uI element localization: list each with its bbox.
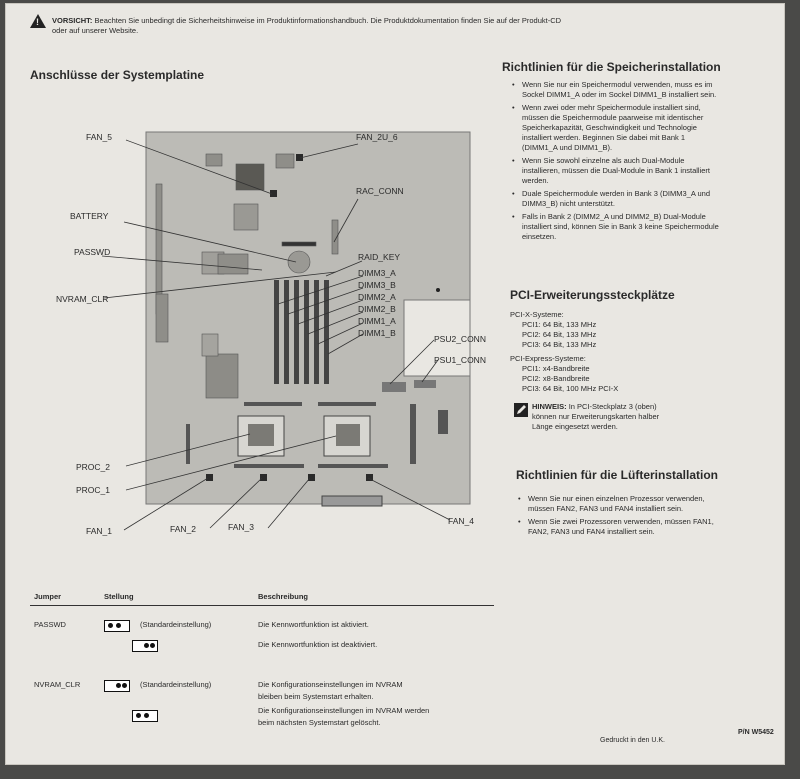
col-jumper: Jumper	[34, 592, 62, 601]
jumper-desc-2: Die Kennwortfunktion ist deaktiviert.	[258, 640, 378, 649]
label-dimm1b: DIMM1_B	[358, 328, 396, 338]
battery-cell	[288, 251, 310, 273]
label-raid-key: RAID_KEY	[358, 252, 401, 262]
jumper-default-icon	[104, 680, 130, 692]
label-psu1: PSU1_CONN	[434, 355, 486, 365]
label-battery: BATTERY	[70, 211, 109, 221]
label-dimm1a: DIMM1_A	[358, 316, 396, 326]
fan-item-1: • Wenn Sie nur einen einzelnen Prozessor verwenden, müssen FAN2, FAN3 und FAN4 installiert sein.	[516, 494, 726, 514]
fan-title: Richtlinien für die Lüfterinstallation	[516, 468, 719, 482]
label-passwd: PASSWD	[74, 247, 111, 257]
label-psu2: PSU2_CONN	[434, 334, 486, 344]
board-title: Anschlüsse der Systemplatine	[30, 68, 205, 82]
pcix-slot-1: PCI1: 64 Bit, 133 MHz	[522, 320, 597, 329]
label-dimm3a: DIMM3_A	[358, 268, 396, 278]
memory-item-1: • Wenn Sie nur ein Speichermodul verwenden, muss es im Sockel DIMM1_A oder im Sockel DIMM1_B installiert sein.	[510, 80, 720, 100]
caution-text-1: Beachten Sie unbedingt die Sicherheitshinweise im Produktinformationshandbuch. Die Produktdokumentation finden Sie auf der Produkt-CD	[94, 16, 562, 25]
fan-guidelines	[516, 468, 766, 540]
jumper-setting: (Standardeinstellung)	[140, 680, 212, 689]
col-setting: Stellung	[104, 592, 134, 601]
note-pencil-icon	[514, 403, 528, 417]
part-number: P/N W5452	[738, 729, 774, 736]
label-fan3: FAN_3	[228, 522, 254, 532]
pcie-heading: PCI-Express-Systeme:	[510, 354, 586, 363]
pci-note	[510, 402, 760, 432]
printed-in: Gedruckt in den U.K.	[600, 737, 665, 744]
system-board-diagram	[6, 4, 506, 564]
memory-item-4: • Duale Speichermodule werden in Bank 3 (DIMM3_A und DIMM3_B) nicht unterstützt.	[510, 189, 720, 209]
pci-title: PCI-Erweiterungssteckplätze	[510, 288, 675, 302]
caution-lead: VORSICHT:	[52, 16, 93, 25]
label-proc2: PROC_2	[76, 462, 111, 472]
pcie-slot-1: PCI1: x4-Bandbreite	[522, 364, 590, 373]
jumper-row-passwd	[30, 616, 500, 676]
label-fan5: FAN_5	[86, 132, 112, 142]
pcix-slot-3: PCI3: 64 Bit, 133 MHz	[522, 340, 597, 349]
pcie-slot-2: PCI2: x8-Bandbreite	[522, 374, 590, 383]
pcix-heading: PCI-X-Systeme:	[510, 310, 564, 319]
pcie-slot-3: PCI3: 64 Bit, 100 MHz PCI-X	[522, 384, 619, 393]
jumper-desc-1: Die Kennwortfunktion ist aktiviert.	[258, 620, 369, 629]
note-text-2: können nur Erweiterungskarten halber	[532, 412, 660, 421]
label-rac-conn: RAC_CONN	[356, 186, 404, 196]
label-nvram-clr: NVRAM_CLR	[56, 294, 109, 304]
jumper-desc-1b: bleiben beim Systemstart erhalten.	[258, 692, 374, 701]
memory-item-2: • Wenn zwei oder mehr Speichermodule installiert sind, müssen die Speichermodule paarweise mit identischer Speicherkapazität, Geschwindigkeit und Technologie installiert werden. Beginnen Sie dabei mit Bank 1 (DIMM1_A und DIMM1_B).	[510, 103, 720, 153]
jumper-disabled-icon	[132, 640, 158, 652]
memory-item-3: • Wenn Sie sowohl einzelne als auch Dual-Module installieren, müssen die Dual-Module in Bank 1 installiert werden.	[510, 156, 720, 186]
label-dimm2a: DIMM2_A	[358, 292, 396, 302]
memory-title: Richtlinien für die Speicherinstallation	[502, 60, 721, 74]
service-label	[6, 4, 784, 764]
label-fan-2u-6: FAN_2U_6	[356, 132, 398, 142]
note-text-3: Länge eingesetzt werden.	[532, 422, 618, 431]
label-fan2: FAN_2	[170, 524, 196, 534]
jumper-row-nvram	[30, 676, 500, 746]
memory-guidelines	[502, 60, 764, 245]
label-fan1: FAN_1	[86, 526, 112, 536]
jumper-desc-2b: beim nächsten Systemstart gelöscht.	[258, 718, 381, 727]
jumper-setting: (Standardeinstellung)	[140, 620, 212, 629]
note-text-1: In PCI-Steckplatz 3 (oben)	[568, 402, 657, 411]
jumper-name: NVRAM_CLR	[34, 680, 81, 689]
fan-item-2: • Wenn Sie zwei Prozessoren verwenden, müssen FAN1, FAN2, FAN3 und FAN4 installiert sein.	[516, 517, 726, 537]
caution-text-2: oder auf unserer Website.	[52, 26, 139, 35]
pcix-slot-2: PCI2: 64 Bit, 133 MHz	[522, 330, 597, 339]
jumper-desc-2a: Die Konfigurationseinstellungen im NVRAM werden	[258, 706, 430, 715]
jumper-table	[30, 592, 500, 746]
jumper-clear-icon	[132, 710, 158, 722]
label-dimm3b: DIMM3_B	[358, 280, 396, 290]
note-lead: HINWEIS:	[532, 402, 567, 411]
label-fan4: FAN_4	[448, 516, 474, 526]
memory-item-5: • Falls in Bank 2 (DIMM2_A und DIMM2_B) Dual-Module installiert sind, können Sie in Bank 3 keine Speichermodule einsetzen.	[510, 212, 720, 242]
col-description: Beschreibung	[258, 592, 309, 601]
pci-slots-section	[510, 288, 760, 432]
jumper-name: PASSWD	[34, 620, 66, 629]
jumper-desc-1a: Die Konfigurationseinstellungen im NVRAM	[258, 680, 403, 689]
label-proc1: PROC_1	[76, 485, 111, 495]
jumper-enabled-icon	[104, 620, 130, 632]
label-dimm2b: DIMM2_B	[358, 304, 396, 314]
